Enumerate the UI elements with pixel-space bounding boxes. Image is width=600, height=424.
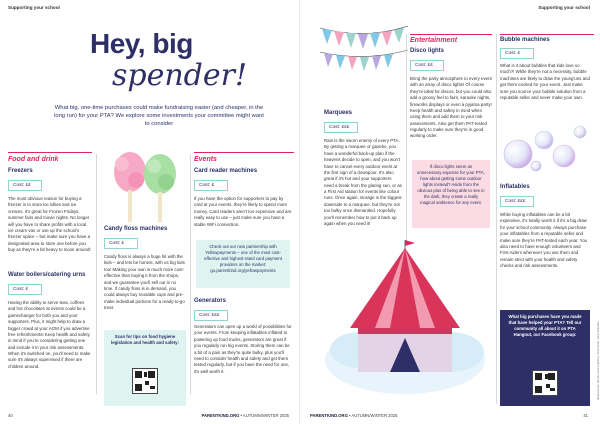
facebook-group-box-text: What big purchases have you made that have helped your PTA? Tell our community all about it on PTA Hangout, our Facebook group: [508,314,582,338]
page-number-right: 41 [583,413,588,418]
column-divider [496,34,497,404]
marquees-cost: Cost: £££ [324,122,358,133]
outdoor-lights-box-text: If disco lights seem an unnecessary expense for your PTA, how about getting some outdoor lights instead? Aside from the obvious plus of being able to see in the dark, they create a really magical ambience for any event. [417,164,485,206]
events-heading: Events [194,156,217,163]
marquees-title: Marquees [324,110,353,116]
bubble-machines-text: What is it about bubbles that kids love so much?! While they're not a necessity, bubble machines are likely to draw the young'uns and get them excited for your event. Just make sure you source your bubble solution from a reputable seller and never make your own. [500,63,590,100]
candy-floss-text: Candy floss is always a huge hit with the kids – and lets be honest, with us big kids too! Making your own is much more cost-effective than buying it from the shops, and we guarantee you'll sell out in no time. If candy floss is in demand, you could always buy reusable cups and pre-make individual portions for a ready-to-go treat. [104,254,185,310]
illustration-credit: Illustrations: iStock.com/ pakchai, Vectorchic, Faitl, Nikolina [596,321,600,400]
generators-text: Generators can open up a world of possibilities for your events. From keeping inflatables inflated to powering up food trucks, generators are great if you regularly run big events. Storing them can be a bit of a pain as they're quite bulky, plus you'll need to consider health and safety and get them tested regularly, but if you have the need for one, it's well worth it. [194,324,292,374]
column-divider [190,154,191,394]
bunting-illustration [320,22,408,82]
right-page [300,0,600,424]
circus-tent-illustration [320,240,490,400]
footer-brand-name-left: PARENTKIND.ORG [201,413,240,418]
page-title-line1: Hey, big [90,28,193,59]
page-number-left: 40 [8,413,13,418]
water-boilers-cost: Cost: £ [8,284,42,295]
card-readers-title: Card reader machines [194,168,258,174]
candy-floss-cost: Cost: £ [104,238,138,249]
facebook-group-qr-code[interactable] [532,370,558,396]
page-title-line2: spender! [112,58,248,93]
disco-lights-text: Bring the party atmosphere to every event with an array of disco lights! Of course they're ideal for discos, but you could also add a groovy feel to fairs, karaoke nights, fireworks displays or even a pyjama party! Keep health and safety in mind when using them and add them to your risk assessments. Also get them PAT-tested regularly to make sure they're in good working order. [410,76,492,139]
bubble-machines-title: Bubble machines [500,37,550,43]
footer-brand-name-right: PARENTKIND.ORG [310,413,348,418]
footer-brand-right [310,413,397,418]
running-header-right: Supporting your school [538,5,590,10]
running-header-left: Supporting your school [8,5,60,10]
intro-text: What big, one-time purchases could make fundraising easier (and cheaper, in the long run) for your PTA? We explore some investments your committee might want to consider [54,105,264,128]
section-rule [410,34,492,35]
food-hygiene-box-text: Scan for tips on food hygiene legislation and health and safety: [111,334,179,346]
section-rule [8,152,92,153]
freezers-text: The most obvious reason for buying a freezer is to store ice lollies and ice creams. It's great for Frozen Fridays, summer fairs and movie nights. No longer will you have to share profits with a local ice cream van or use up the school's freezer space – but make sure you have a designated area to store one before you buy as they're a bit heavy to move around! [8,196,91,252]
food-hygiene-qr-code[interactable] [132,368,158,394]
footer-left [8,413,172,418]
marquees-text: Rain is the sworn enemy of every PTA. By getting a marquee or gazebo, you have a wonderful back-up plan if the heavens decide to open, and you won't have to cancel every outdoor event at the first sign of a downpour. It's also great if it's hot and your supporters need a break from the glaring sun, or as a First Aid station for events like colour runs. Once again, storage is the biggest downside to a marquee, but they're not too bulky once dismantled. Hopefully you'll remember how to put it back up again when you need it! [324,138,402,226]
water-boilers-text: Having the ability to serve teas, coffees and hot chocolates at events could be a gamechanger for both you and your supporters. Plus, it might help to draw a bigger crowd at your AGM if you advertise free refreshments! Keep health and safety in mind if you're considering getting one and include it in your risk assessments. When it's switched on, you'll need to make sure it's always supervised if there are children around. [8,300,91,369]
card-readers-cost: Cost: £ [194,180,228,191]
footer-brand-left [202,413,289,418]
outdoor-lights-box [412,160,490,228]
candy-floss-illustration [104,150,184,224]
inflatables-cost: Cost: £££ [500,196,534,207]
footer-issue-right: • AUTUMN/WINTER 2025 [349,413,398,418]
card-readers-text: If you have the option for supporters to pay by card at your events, they're likely to spend more money. Card readers aren't too expensive and are really easy to use – just make sure you have a stable WiFi connection. [194,196,292,227]
water-boilers-title: Water boilers/catering urns [8,272,86,278]
footer-issue-left: • AUTUMN/WINTER 2025 [240,413,289,418]
inflatables-text: While buying inflatables can be a bit expensive, it's totally worth it if it's a big draw for your school community. Always purchase your inflatables from a reputable seller and make sure they're PAT-tested each year. You also need to have enough volunteers and First Aiders whenever you use them and remain strict with your health and safety checks and risk assessments. [500,212,588,268]
disco-lights-title: Disco lights [410,48,445,54]
freezers-cost: Cost: ££ [8,180,42,191]
yellowpayments-box-text: Check out our new partnership with Yellowpayments – one of the most cost-effective and highest-rated card payment providers on the market: go.parentkind.org/yellowpayments [204,244,282,274]
inflatables-title: Inflatables [500,184,530,190]
yellowpayments-box [196,240,290,288]
bubble-machines-cost: Cost: £ [500,48,534,59]
section-rule [500,34,594,35]
generators-title: Generators [194,298,227,304]
section-rule [194,152,294,153]
bubbles-illustration [500,118,590,174]
column-divider [96,154,97,394]
disco-lights-cost: Cost: ££ [410,60,444,71]
generators-cost: Cost: £££ [194,310,228,321]
freezers-title: Freezers [8,168,33,174]
column-divider [406,34,407,244]
entertainment-heading: Entertainment [410,37,458,44]
candy-floss-title: Candy floss machines [104,226,168,232]
food-drink-heading: Food and drink [8,156,59,163]
